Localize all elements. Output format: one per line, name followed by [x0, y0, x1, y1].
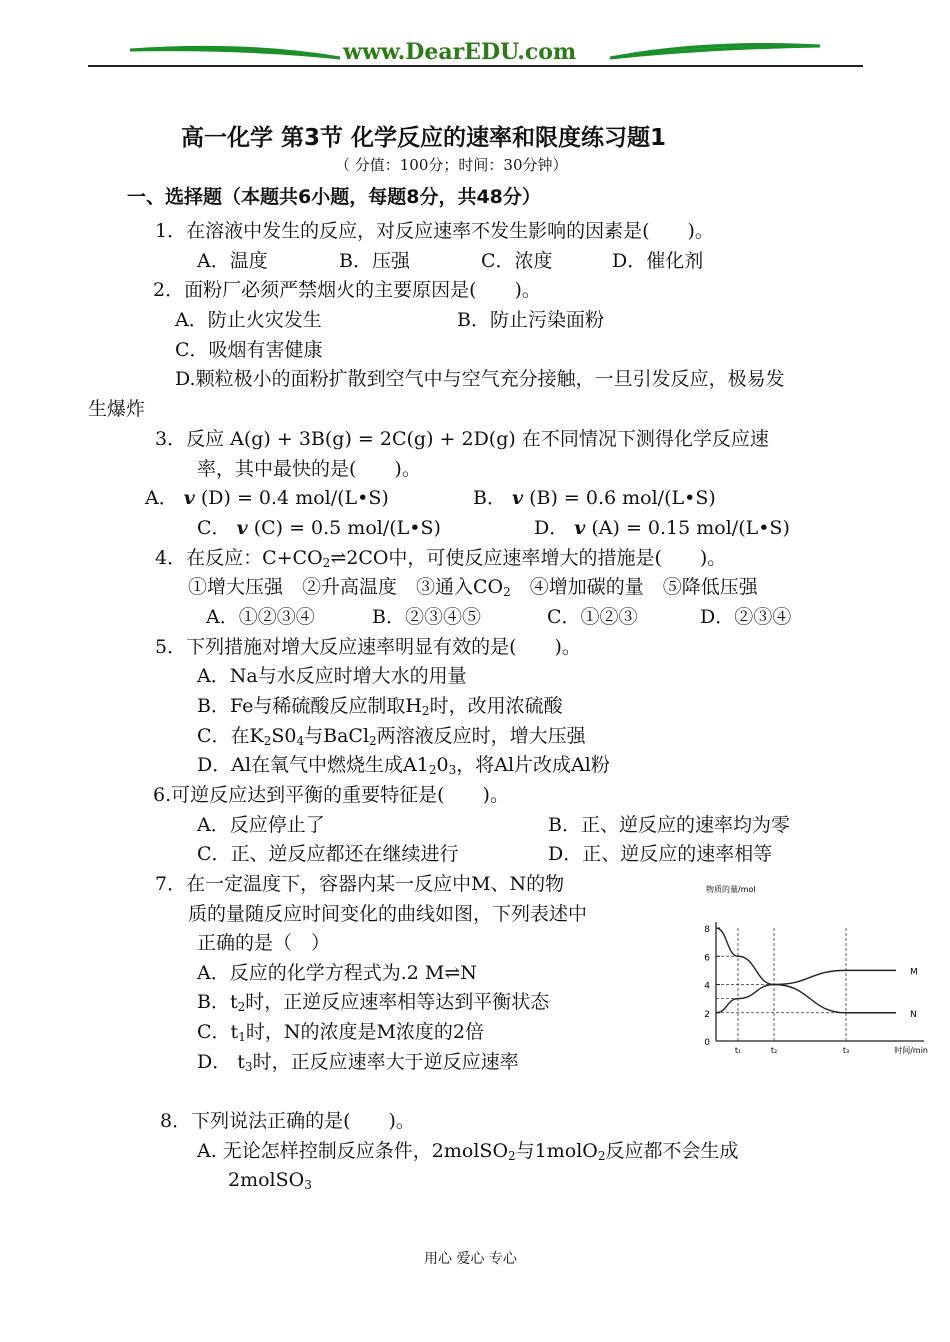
equilibrium-arrow-icon: ⇌ [330, 547, 347, 569]
logo-text: www.DearEDU.com [343, 39, 577, 65]
q5-option-d [197, 753, 610, 777]
q8-a2-text: 2molSO [228, 1169, 305, 1191]
y-tick-label: 4 [704, 981, 710, 992]
header-rule [88, 65, 863, 67]
q3-a-label: A． [145, 487, 178, 509]
q5-c-sub1: 2 [263, 734, 272, 748]
x-tick-label: t₁ [734, 1046, 742, 1055]
q5-c-sub3: 2 [369, 734, 377, 748]
q1-option-b: B．压强 [339, 250, 410, 272]
q6-stem: 6.可逆反应达到平衡的重要特征是( )。 [153, 784, 509, 806]
q8-a-sub2: 2 [597, 1149, 606, 1163]
q5-c-text: C．在K [197, 725, 264, 747]
q5-b-text2: 时，改用浓硫酸 [429, 695, 563, 717]
x-tick-label: t₃ [842, 1046, 850, 1055]
page-footer: 用心 爱心 专心 [424, 1251, 517, 1267]
q7-b-sub: 2 [237, 1000, 246, 1014]
q2-option-a: A．防止火灾发生 [175, 309, 322, 331]
q4-option-a: A．①②③④ [206, 606, 315, 628]
q3-option-d [534, 516, 790, 540]
q5-c-text3: 与BaCl [304, 725, 370, 747]
q5-d-text2: 0 [436, 754, 449, 776]
q5-c-text4: 两溶液反应时，增大压强 [376, 725, 586, 747]
q4-stem-sub: 2 [322, 556, 331, 570]
x-tick-label: t₂ [770, 1046, 778, 1055]
q1-option-a: A．温度 [197, 250, 268, 272]
y-tick-label: 2 [704, 1009, 710, 1020]
q4-stem [155, 546, 726, 570]
series-label-N: N [910, 1009, 917, 1020]
y-tick-label: 8 [704, 925, 710, 935]
q4-measures-text: ①增大压强 ②升高温度 ③通入CO [188, 576, 504, 598]
q7-d-text: D． t [197, 1051, 245, 1073]
y-tick-label: 0 [704, 1038, 710, 1048]
q3-d-label: D． [534, 517, 569, 539]
page-subtitle: （ 分值：100分；时间：30分钟） [335, 156, 568, 174]
q3-d-var: v [574, 517, 586, 539]
q5-d-sub2: 3 [448, 763, 457, 777]
q7-b-text: B．t [197, 991, 238, 1013]
q2-stem: 2．面粉厂必须严禁烟火的主要原因是( )。 [153, 279, 541, 301]
q1-option-c: C．浓度 [481, 250, 553, 272]
q3-c-label: C． [197, 517, 231, 539]
q1-option-d: D．催化剂 [612, 250, 704, 272]
q3-c-value: (C) = 0.5 mol/(L•S) [253, 517, 441, 539]
mn-amount-chart [680, 878, 930, 1060]
q6-option-a: A．反应停止了 [197, 814, 325, 836]
q4-measures-sub: 2 [503, 585, 511, 599]
q6-option-c: C．正、逆反应都还在继续进行 [197, 843, 459, 865]
header-logo [125, 36, 825, 68]
q5-stem: 5．下列措施对增大反应速率明显有效的是( )。 [155, 636, 581, 658]
q7-b-text2: 时，正逆反应速率相等达到平衡状态 [245, 991, 550, 1013]
q5-c-text2: S0 [271, 725, 297, 747]
q5-d-text3: ，将Al片改成Al粉 [456, 754, 610, 776]
q8-a-text: A. 无论怎样控制反应条件，2molSO [197, 1140, 509, 1162]
q2-option-b: B．防止污染面粉 [457, 309, 604, 331]
q5-d-sub1: 2 [428, 763, 437, 777]
q7-option-b [197, 990, 549, 1014]
q7-option-a: A．反应的化学方程式为.2 M⇌N [197, 962, 477, 984]
q3-a-value: (D) = 0.4 mol/(L•S) [200, 487, 389, 509]
q5-option-b [197, 694, 563, 718]
q2-option-d-line1: D.颗粒极小的面粉扩散到空气中与空气充分接触，一旦引发反应，极易发 [175, 368, 785, 390]
q8-a-text2: 与1molO [515, 1140, 598, 1162]
q7-c-text2: 时，N的浓度是M浓度的2倍 [245, 1021, 484, 1043]
q7-c-text: C．t [197, 1021, 239, 1043]
q4-stem-text2: 2CO中，可使反应速率增大的措施是( )。 [346, 547, 727, 569]
q3-option-b [473, 486, 716, 510]
q5-b-text: B．Fe与稀硫酸反应制取H [197, 695, 422, 717]
q8-stem: 8．下列说法正确的是( )。 [160, 1110, 415, 1132]
q3-option-c [197, 516, 441, 540]
q5-c-sub2: 4 [296, 734, 305, 748]
q7-stem-line3: 正确的是（ ） [197, 932, 331, 954]
q7-d-text2: 时，正反应速率大于逆反应速率 [252, 1051, 519, 1073]
q7-option-c [197, 1020, 484, 1044]
y-tick-label: 6 [704, 953, 710, 964]
q8-a-text3: 反应都不会生成 [605, 1140, 739, 1162]
q5-option-a: A．Na与水反应时增大水的用量 [197, 665, 467, 687]
q8-a-sub1: 2 [508, 1149, 516, 1163]
section-heading: 一、选择题（本题共6小题，每题8分，共48分） [127, 186, 541, 208]
q6-option-b: B．正、逆反应的速率均为零 [548, 814, 790, 836]
q5-option-c [197, 724, 586, 748]
q3-b-value: (B) = 0.6 mol/(L•S) [529, 487, 716, 509]
chart-axes [716, 922, 924, 1041]
q4-measures-text2: ④增加碳的量 ⑤降低压强 [510, 576, 758, 598]
q2-option-d-line2: 生爆炸 [88, 398, 146, 420]
series-line-M [716, 970, 896, 1012]
q4-option-b: B．②③④⑤ [372, 606, 481, 628]
q8-a2-sub: 3 [304, 1178, 312, 1192]
q7-d-sub: 3 [244, 1060, 253, 1074]
q6-option-d: D．正、逆反应的速率相等 [548, 843, 773, 865]
q3-stem-line2: 率，其中最快的是( )。 [197, 458, 421, 480]
series-label-M: M [910, 967, 918, 978]
page-title: 高一化学 第3节 化学反应的速率和限度练习题1 [181, 125, 667, 151]
q8-option-a [197, 1139, 739, 1163]
q4-option-c: C．①②③ [547, 606, 638, 628]
q7-stem-line1: 7．在一定温度下，容器内某一反应中M、N的物 [155, 873, 565, 895]
q7-option-d [197, 1050, 519, 1074]
q3-stem-line1: 3．反应 A(g) + 3B(g) = 2C(g) + 2D(g) 在不同情况下测得化学反应速 [155, 428, 769, 450]
q3-b-label: B． [473, 487, 506, 509]
q4-measures [188, 575, 758, 599]
y-axis-label: 物质的量/mol [706, 885, 756, 894]
x-axis-label: 时间/min [894, 1046, 928, 1055]
q3-c-var: v [236, 517, 248, 539]
q1-stem: 1．在溶液中发生的反应，对反应速率不发生影响的因素是( )。 [155, 220, 714, 242]
q3-option-a [145, 486, 389, 510]
q3-a-var: v [183, 487, 195, 509]
q7-c-sub: 1 [238, 1030, 246, 1044]
q3-d-value: (A) = 0.15 mol/(L•S) [591, 517, 790, 539]
q4-stem-text: 4．在反应：C+CO [155, 547, 323, 569]
q3-b-var: v [512, 487, 524, 509]
q8-option-a-line2 [228, 1168, 312, 1192]
q5-d-text: D．Al在氧气中燃烧生成A1 [197, 754, 429, 776]
q4-option-d: D．②③④ [700, 606, 792, 628]
q2-option-c: C．吸烟有害健康 [175, 339, 323, 361]
q5-b-sub: 2 [421, 704, 430, 718]
chart-lines [716, 928, 896, 1013]
q7-stem-line2: 质的量随反应时间变化的曲线如图，下列表述中 [188, 903, 588, 925]
